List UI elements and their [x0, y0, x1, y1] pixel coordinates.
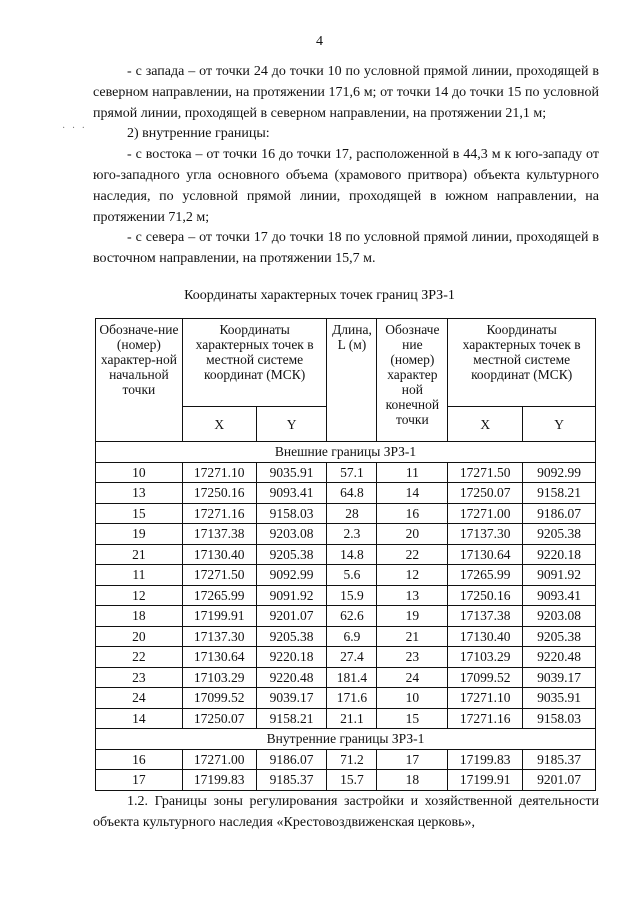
cell-end-point: 22 [377, 544, 448, 565]
cell-start-point: 18 [96, 606, 183, 627]
table-row [96, 565, 596, 586]
cell-start-point: 22 [96, 647, 183, 668]
table-row [96, 483, 596, 504]
cell-y-end: 9092.99 [523, 462, 596, 483]
cell-length: 2.3 [327, 524, 377, 545]
cell-start-point: 14 [96, 708, 183, 729]
header-y-start: Y [256, 407, 327, 442]
cell-y-end: 9158.21 [523, 483, 596, 504]
cell-length: 6.9 [327, 626, 377, 647]
cell-y-start: 9203.08 [256, 524, 327, 545]
cell-x-start: 17250.16 [182, 483, 256, 504]
cell-y-start: 9158.03 [256, 503, 327, 524]
table-row [96, 524, 596, 545]
cell-y-start: 9039.17 [256, 688, 327, 709]
cell-end-point: 15 [377, 708, 448, 729]
cell-y-start: 9201.07 [256, 606, 327, 627]
paragraph-inner-boundaries: 2) внутренние границы: [127, 126, 270, 142]
cell-end-point: 11 [377, 462, 448, 483]
cell-start-point: 23 [96, 667, 183, 688]
section-header-row [96, 729, 596, 750]
cell-y-start: 9035.91 [256, 462, 327, 483]
table-body [96, 442, 596, 791]
cell-y-start: 9158.21 [256, 708, 327, 729]
cell-start-point: 11 [96, 565, 183, 586]
cell-y-end: 9205.38 [523, 524, 596, 545]
cell-x-start: 17137.30 [182, 626, 256, 647]
cell-length: 181.4 [327, 667, 377, 688]
cell-length: 15.7 [327, 770, 377, 791]
header-length: Длина, L (м) [327, 319, 377, 442]
coordinates-table [95, 318, 596, 791]
cell-end-point: 14 [377, 483, 448, 504]
cell-end-point: 23 [377, 647, 448, 668]
cell-x-start: 17103.29 [182, 667, 256, 688]
cell-x-start: 17099.52 [182, 688, 256, 709]
cell-y-start: 9092.99 [256, 565, 327, 586]
table-row [96, 770, 596, 791]
table-row [96, 667, 596, 688]
cell-length: 21.1 [327, 708, 377, 729]
cell-y-end: 9185.37 [523, 749, 596, 770]
table-row [96, 708, 596, 729]
cell-y-start: 9093.41 [256, 483, 327, 504]
cell-y-start: 9205.38 [256, 626, 327, 647]
body-text [93, 62, 599, 270]
cell-y-start: 9220.18 [256, 647, 327, 668]
cell-x-start: 17271.50 [182, 565, 256, 586]
cell-start-point: 10 [96, 462, 183, 483]
cell-end-point: 17 [377, 749, 448, 770]
header-x-end: X [448, 407, 523, 442]
cell-x-end: 17250.16 [448, 585, 523, 606]
cell-x-end: 17271.16 [448, 708, 523, 729]
cell-x-end: 17271.10 [448, 688, 523, 709]
table-row [96, 606, 596, 627]
cell-x-end: 17250.07 [448, 483, 523, 504]
cell-y-start: 9091.92 [256, 585, 327, 606]
section-title: Внешние границы ЗРЗ-1 [96, 442, 596, 463]
cell-length: 27.4 [327, 647, 377, 668]
cell-end-point: 16 [377, 503, 448, 524]
cell-length: 5.6 [327, 565, 377, 586]
header-y-end: Y [523, 407, 596, 442]
cell-y-end: 9205.38 [523, 626, 596, 647]
cell-end-point: 20 [377, 524, 448, 545]
cell-x-start: 17265.99 [182, 585, 256, 606]
cell-end-point: 13 [377, 585, 448, 606]
cell-y-end: 9186.07 [523, 503, 596, 524]
cell-end-point: 12 [377, 565, 448, 586]
cell-x-start: 17137.38 [182, 524, 256, 545]
cell-length: 57.1 [327, 462, 377, 483]
cell-x-end: 17103.29 [448, 647, 523, 668]
cell-start-point: 21 [96, 544, 183, 565]
table-row [96, 749, 596, 770]
cell-length: 64.8 [327, 483, 377, 504]
cell-start-point: 24 [96, 688, 183, 709]
table-row [96, 544, 596, 565]
cell-x-start: 17271.00 [182, 749, 256, 770]
cell-start-point: 17 [96, 770, 183, 791]
paragraph-west-boundary: - с запада – от точки 24 до точки 10 по условной прямой линии, проходящей в северном направлении, на протяжении 171,6 м; от точки 14 до точки 15 по условной прямой линии, проходящей в северном направлении, на протяжении 21,1 м; [93, 64, 599, 121]
cell-x-end: 17130.64 [448, 544, 523, 565]
cell-x-end: 17199.91 [448, 770, 523, 791]
cell-end-point: 21 [377, 626, 448, 647]
cell-x-start: 17130.64 [182, 647, 256, 668]
page-number: 4 [316, 34, 323, 49]
cell-start-point: 12 [96, 585, 183, 606]
cell-start-point: 15 [96, 503, 183, 524]
cell-x-end: 17137.30 [448, 524, 523, 545]
cell-length: 62.6 [327, 606, 377, 627]
cell-y-end: 9220.18 [523, 544, 596, 565]
cell-length: 15.9 [327, 585, 377, 606]
cell-x-end: 17271.50 [448, 462, 523, 483]
cell-y-end: 9039.17 [523, 667, 596, 688]
cell-y-end: 9203.08 [523, 606, 596, 627]
cell-start-point: 16 [96, 749, 183, 770]
cell-x-end: 17099.52 [448, 667, 523, 688]
cell-y-end: 9035.91 [523, 688, 596, 709]
cell-end-point: 19 [377, 606, 448, 627]
cell-y-start: 9186.07 [256, 749, 327, 770]
cell-x-end: 17271.00 [448, 503, 523, 524]
footer-text [93, 791, 599, 833]
header-start-point: Обозначе-ние (номер) характер-ной начальной точки [96, 319, 183, 442]
cell-length: 71.2 [327, 749, 377, 770]
cell-y-end: 9091.92 [523, 565, 596, 586]
cell-end-point: 10 [377, 688, 448, 709]
cell-y-start: 9220.48 [256, 667, 327, 688]
table-row [96, 503, 596, 524]
table-row [96, 647, 596, 668]
cell-length: 171.6 [327, 688, 377, 709]
table-title: Координаты характерных точек границ ЗРЗ-1 [184, 288, 455, 303]
cell-x-end: 17137.38 [448, 606, 523, 627]
cell-x-start: 17130.40 [182, 544, 256, 565]
section-header-row [96, 442, 596, 463]
cell-start-point: 20 [96, 626, 183, 647]
header-end-point: Обозначе ние (номер) характер ной конечной точки [377, 319, 448, 442]
margin-marks: · · · [62, 123, 87, 134]
cell-y-end: 9201.07 [523, 770, 596, 791]
paragraph-north-boundary: - с севера – от точки 17 до точки 18 по условной прямой линии, проходящей в восточном направлении, на протяжении 15,7 м. [93, 230, 599, 267]
cell-x-end: 17130.40 [448, 626, 523, 647]
cell-start-point: 13 [96, 483, 183, 504]
cell-y-end: 9093.41 [523, 585, 596, 606]
cell-start-point: 19 [96, 524, 183, 545]
cell-y-start: 9205.38 [256, 544, 327, 565]
table-row [96, 585, 596, 606]
paragraph-zone-regulation: 1.2. Границы зоны регулирования застройки и хозяйственной деятельности объекта культурного наследия «Крестовоздвиженская церковь», [93, 794, 599, 830]
cell-x-start: 17271.16 [182, 503, 256, 524]
section-title: Внутренние границы ЗРЗ-1 [96, 729, 596, 750]
cell-x-end: 17199.83 [448, 749, 523, 770]
table-row [96, 462, 596, 483]
cell-end-point: 24 [377, 667, 448, 688]
cell-length: 28 [327, 503, 377, 524]
cell-x-start: 17271.10 [182, 462, 256, 483]
paragraph-east-boundary: - с востока – от точки 16 до точки 17, расположенной в 44,3 м к юго-западу от юго-западного угла основного объема (храмового притвора) объекта культурного наследия, по условной прямой линии, проходящей в южном направлении, на протяжении 71,2 м; [93, 147, 599, 225]
header-coords-end: Координаты характерных точек в местной системе координат (МСК) [448, 319, 596, 407]
cell-x-start: 17199.83 [182, 770, 256, 791]
cell-x-start: 17250.07 [182, 708, 256, 729]
cell-end-point: 18 [377, 770, 448, 791]
table-row [96, 688, 596, 709]
cell-x-end: 17265.99 [448, 565, 523, 586]
cell-length: 14.8 [327, 544, 377, 565]
table-row [96, 626, 596, 647]
header-x-start: X [182, 407, 256, 442]
cell-y-end: 9158.03 [523, 708, 596, 729]
header-coords-start: Координаты характерных точек в местной системе координат (МСК) [182, 319, 327, 407]
cell-y-end: 9220.48 [523, 647, 596, 668]
cell-x-start: 17199.91 [182, 606, 256, 627]
cell-y-start: 9185.37 [256, 770, 327, 791]
